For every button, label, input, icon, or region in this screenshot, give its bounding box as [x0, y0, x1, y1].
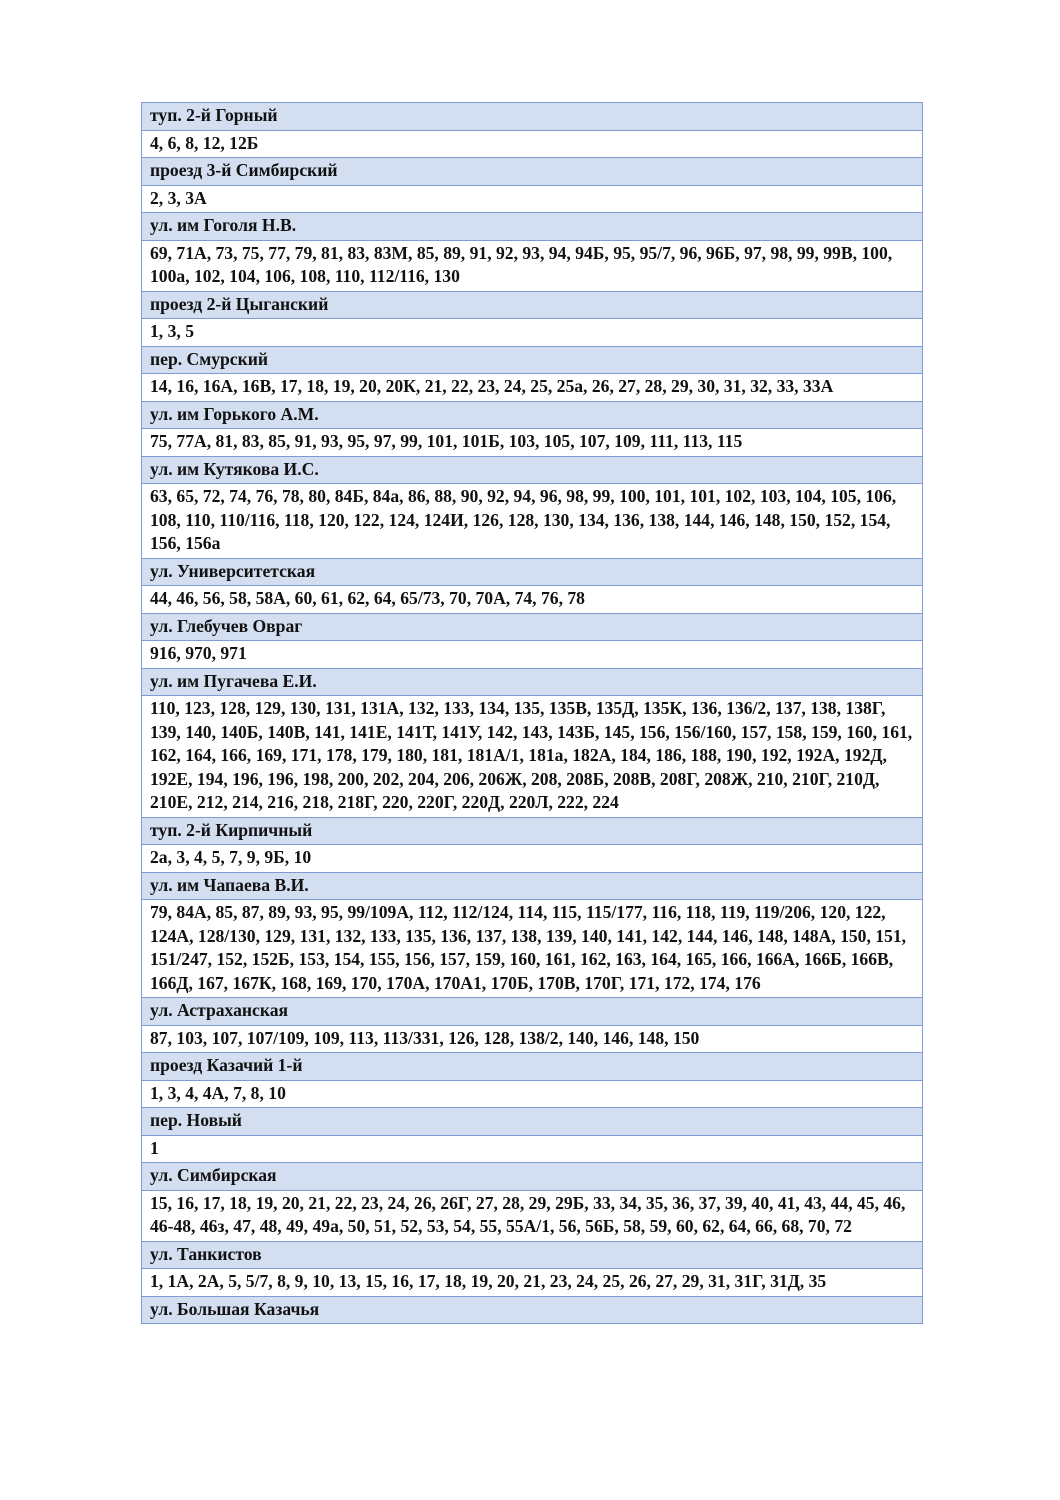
- street-row: [142, 213, 923, 241]
- street-name: ул. им Пугачева Е.И.: [142, 668, 923, 696]
- street-row: [142, 872, 923, 900]
- street-row: [142, 817, 923, 845]
- house-numbers-row: [142, 641, 923, 669]
- street-name: ул. им Гоголя Н.В.: [142, 213, 923, 241]
- street-row: [142, 1108, 923, 1136]
- street-row: [142, 613, 923, 641]
- street-name: ул. Большая Казачья: [142, 1296, 923, 1324]
- street-name: пер. Смурский: [142, 346, 923, 374]
- street-row: [142, 291, 923, 319]
- house-numbers: 63, 65, 72, 74, 76, 78, 80, 84Б, 84а, 86, 88, 90, 92, 94, 96, 98, 99, 100, 101, 101, 102, 103, 104, 105, 106, 108, 110, 110/116, 118, 120, 122, 124, 124И, 126, 128, 130, 134, 136, 138, 144, 146, 148, 150, 152, 154, 156, 156а: [142, 484, 923, 559]
- street-name: туп. 2-й Кирпичный: [142, 817, 923, 845]
- street-row: [142, 1163, 923, 1191]
- street-name: ул. Симбирская: [142, 1163, 923, 1191]
- street-row: [142, 1241, 923, 1269]
- street-name: пер. Новый: [142, 1108, 923, 1136]
- street-name: проезд Казачий 1-й: [142, 1053, 923, 1081]
- house-numbers: 1, 1А, 2А, 5, 5/7, 8, 9, 10, 13, 15, 16, 17, 18, 19, 20, 21, 23, 24, 25, 26, 27, 29, 31, 31Г, 31Д, 35: [142, 1269, 923, 1297]
- street-name: ул. Танкистов: [142, 1241, 923, 1269]
- house-numbers-row: [142, 1190, 923, 1241]
- house-numbers: 4, 6, 8, 12, 12Б: [142, 130, 923, 158]
- house-numbers-row: [142, 1135, 923, 1163]
- house-numbers: 2, 3, 3А: [142, 185, 923, 213]
- house-numbers-row: [142, 240, 923, 291]
- house-numbers-row: [142, 696, 923, 818]
- house-numbers: 75, 77А, 81, 83, 85, 91, 93, 95, 97, 99, 101, 101Б, 103, 105, 107, 109, 111, 113, 115: [142, 429, 923, 457]
- street-name: ул. им Чапаева В.И.: [142, 872, 923, 900]
- street-name: проезд 2-й Цыганский: [142, 291, 923, 319]
- house-numbers: 15, 16, 17, 18, 19, 20, 21, 22, 23, 24, 26, 26Г, 27, 28, 29, 29Б, 33, 34, 35, 36, 37, 39, 40, 41, 43, 44, 45, 46, 46-48, 46з, 47, 48, 49, 49а, 50, 51, 52, 53, 54, 55, 55А/1, 56, 56Б, 58, 59, 60, 62, 64, 66, 68, 70, 72: [142, 1190, 923, 1241]
- house-numbers: 916, 970, 971: [142, 641, 923, 669]
- street-name: проезд 3-й Симбирский: [142, 158, 923, 186]
- house-numbers-row: [142, 185, 923, 213]
- house-numbers-row: [142, 130, 923, 158]
- street-row: [142, 998, 923, 1026]
- street-row: [142, 1296, 923, 1324]
- house-numbers: 14, 16, 16А, 16В, 17, 18, 19, 20, 20К, 21, 22, 23, 24, 25, 25а, 26, 27, 28, 29, 30, 31, 32, 33, 33А: [142, 374, 923, 402]
- house-numbers-row: [142, 1025, 923, 1053]
- address-table: [141, 102, 923, 1324]
- house-numbers: 1, 3, 5: [142, 319, 923, 347]
- house-numbers-row: [142, 900, 923, 998]
- street-name: ул. Глебучев Овраг: [142, 613, 923, 641]
- house-numbers-row: [142, 484, 923, 559]
- street-row: [142, 558, 923, 586]
- street-row: [142, 401, 923, 429]
- house-numbers-row: [142, 1269, 923, 1297]
- street-name: ул. им Кутякова И.С.: [142, 456, 923, 484]
- street-row: [142, 158, 923, 186]
- street-row: [142, 456, 923, 484]
- house-numbers: 110, 123, 128, 129, 130, 131, 131А, 132, 133, 134, 135, 135В, 135Д, 135К, 136, 136/2, 137, 138, 138Г, 139, 140, 140Б, 140В, 141, 141Е, 141Т, 141У, 142, 143, 143Б, 145, 156, 156/160, 157, 158, 159, 160, 161, 162, 164, 166, 169, 171, 178, 179, 180, 181, 181А/1, 181а, 182А, 184, 186, 188, 190, 192, 192А, 192Д, 192Е, 194, 196, 196, 198, 200, 202, 204, 206, 206Ж, 208, 208Б, 208В, 208Г, 208Ж, 210, 210Г, 210Д, 210Е, 212, 214, 216, 218, 218Г, 220, 220Г, 220Д, 220Л, 222, 224: [142, 696, 923, 818]
- house-numbers: 1, 3, 4, 4А, 7, 8, 10: [142, 1080, 923, 1108]
- house-numbers: 87, 103, 107, 107/109, 109, 113, 113/331, 126, 128, 138/2, 140, 146, 148, 150: [142, 1025, 923, 1053]
- house-numbers: 1: [142, 1135, 923, 1163]
- house-numbers: 69, 71А, 73, 75, 77, 79, 81, 83, 83М, 85, 89, 91, 92, 93, 94, 94Б, 95, 95/7, 96, 96Б, 97, 98, 99, 99В, 100, 100а, 102, 104, 106, 108, 110, 112/116, 130: [142, 240, 923, 291]
- street-name: ул. Астраханская: [142, 998, 923, 1026]
- street-name: туп. 2-й Горный: [142, 103, 923, 131]
- house-numbers: 2а, 3, 4, 5, 7, 9, 9Б, 10: [142, 845, 923, 873]
- street-name: ул. Университетская: [142, 558, 923, 586]
- street-name: ул. им Горького А.М.: [142, 401, 923, 429]
- street-row: [142, 668, 923, 696]
- street-row: [142, 103, 923, 131]
- house-numbers-row: [142, 1080, 923, 1108]
- street-row: [142, 1053, 923, 1081]
- house-numbers-row: [142, 374, 923, 402]
- house-numbers: 44, 46, 56, 58, 58А, 60, 61, 62, 64, 65/73, 70, 70А, 74, 76, 78: [142, 586, 923, 614]
- house-numbers-row: [142, 845, 923, 873]
- street-row: [142, 346, 923, 374]
- house-numbers-row: [142, 319, 923, 347]
- house-numbers-row: [142, 429, 923, 457]
- address-table-body: [142, 103, 923, 1324]
- house-numbers: 79, 84А, 85, 87, 89, 93, 95, 99/109А, 112, 112/124, 114, 115, 115/177, 116, 118, 119, 119/206, 120, 122, 124А, 128/130, 129, 131, 132, 133, 135, 136, 137, 138, 139, 140, 141, 142, 144, 146, 148, 148А, 150, 151, 151/247, 152, 152Б, 153, 154, 155, 156, 157, 159, 160, 161, 162, 163, 164, 165, 166, 166А, 166Б, 166В, 166Д, 167, 167К, 168, 169, 170, 170А, 170А1, 170Б, 170В, 170Г, 171, 172, 174, 176: [142, 900, 923, 998]
- house-numbers-row: [142, 586, 923, 614]
